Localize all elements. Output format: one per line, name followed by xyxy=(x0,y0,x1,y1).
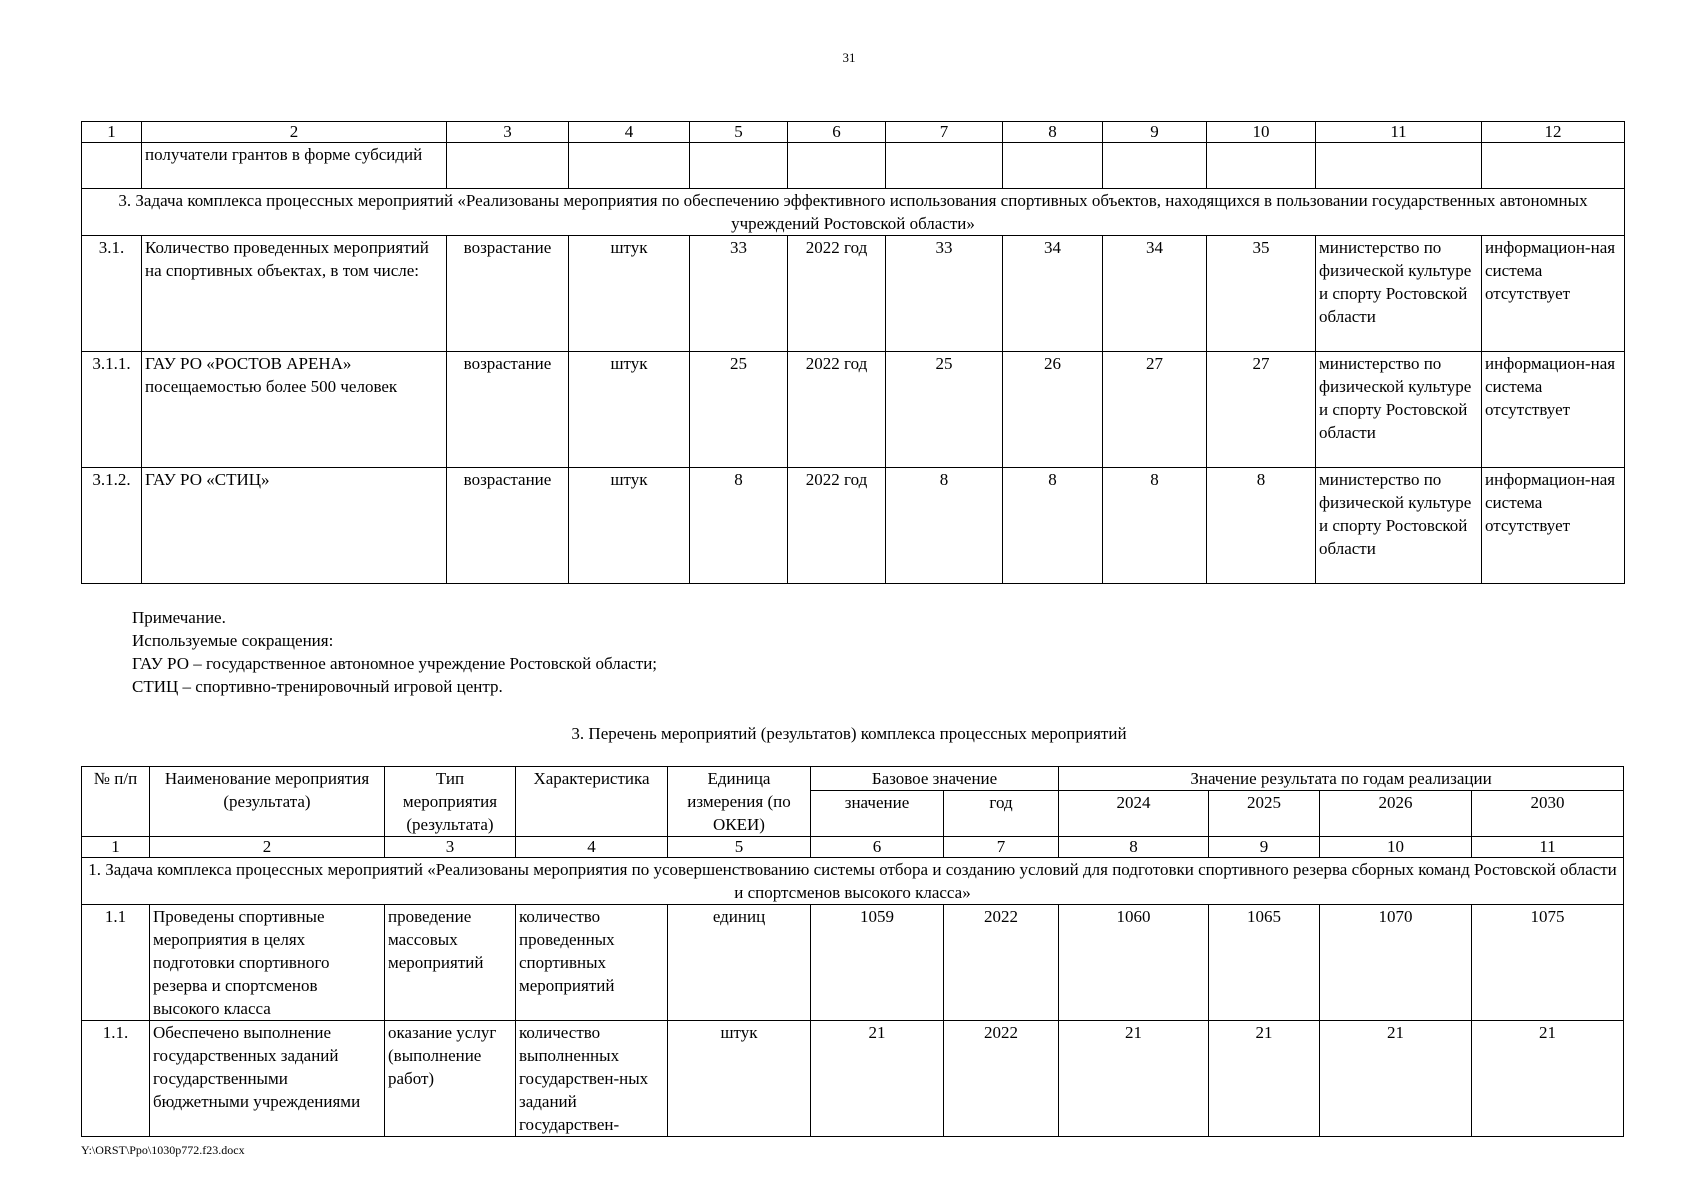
header-base-year: год xyxy=(944,791,1059,837)
base-value: 1059 xyxy=(811,905,944,1021)
header-year: 2025 xyxy=(1209,791,1320,837)
trend: возрастание xyxy=(447,468,569,584)
row-number: 3.1.1. xyxy=(82,352,142,468)
year-value: 21 xyxy=(1059,1021,1209,1137)
year-value: 8 xyxy=(1207,468,1316,584)
year-value: 8 xyxy=(1003,468,1103,584)
section-row xyxy=(82,858,1624,905)
indicator-name: Количество проведенных мероприятий на спортивных объектах, в том числе: xyxy=(142,236,447,352)
note-title: Примечание. xyxy=(132,608,226,627)
trend: возрастание xyxy=(447,352,569,468)
base-year: 2022 xyxy=(944,905,1059,1021)
year-value: 21 xyxy=(1320,1021,1472,1137)
empty-cell xyxy=(1207,143,1316,189)
year-value: 8 xyxy=(1103,468,1207,584)
info-system: информацион-ная система отсутствует xyxy=(1482,236,1625,352)
col-number: 9 xyxy=(1103,122,1207,143)
section-row xyxy=(82,189,1625,236)
col-number: 1 xyxy=(82,122,142,143)
empty-cell xyxy=(1482,143,1625,189)
measure-type: оказание услуг (выполнение работ) xyxy=(385,1021,516,1137)
empty-cell xyxy=(569,143,690,189)
year-value: 27 xyxy=(1207,352,1316,468)
empty-cell xyxy=(447,143,569,189)
note-block xyxy=(132,606,657,698)
empty-cell xyxy=(788,143,886,189)
responsible: министерство по физической культуре и спорту Ростовской области xyxy=(1316,468,1482,584)
year-value: 21 xyxy=(1472,1021,1624,1137)
header-row xyxy=(82,767,1624,791)
section-heading: 3. Перечень мероприятий (результатов) комплекса процессных мероприятий xyxy=(571,724,1127,743)
table-row xyxy=(82,1021,1624,1137)
year-value: 1060 xyxy=(1059,905,1209,1021)
table-row xyxy=(82,352,1625,468)
year-value: 34 xyxy=(1003,236,1103,352)
table-row xyxy=(82,905,1624,1021)
measure-name: Проведены спортивные мероприятия в целях подготовки спортивного резерва и спортсменов высокого класса xyxy=(150,905,385,1021)
indicator-name: ГАУ РО «СТИЦ» xyxy=(142,468,447,584)
responsible: министерство по физической культуре и спорту Ростовской области xyxy=(1316,236,1482,352)
info-system: информацион-ная система отсутствует xyxy=(1482,468,1625,584)
empty-cell xyxy=(886,143,1003,189)
year-value: 1065 xyxy=(1209,905,1320,1021)
col-number: 8 xyxy=(1059,837,1209,858)
indicator-name: получатели грантов в форме субсидий xyxy=(142,143,447,189)
col-number: 12 xyxy=(1482,122,1625,143)
row-number: 1.1 xyxy=(82,905,150,1021)
base-year: 2022 год xyxy=(788,352,886,468)
column-number-row xyxy=(82,837,1624,858)
col-number: 6 xyxy=(788,122,886,143)
measure-name: Обеспечено выполнение государственных заданий государственными бюджетными учреждениями xyxy=(150,1021,385,1137)
section-title: 1. Задача комплекса процессных мероприятий «Реализованы мероприятия по усовершенствованию системы отбора и созданию условий для подготовки спортивного резерва сборных команд Ростовской области и спортсменов высокого класса» xyxy=(82,858,1624,905)
year-value: 21 xyxy=(1209,1021,1320,1137)
col-number: 4 xyxy=(569,122,690,143)
col-number: 2 xyxy=(150,837,385,858)
col-number: 5 xyxy=(668,837,811,858)
section-title: 3. Задача комплекса процессных мероприятий «Реализованы мероприятия по обеспечению эффективного использования спортивных объектов, находящихся в пользовании государственных автономных учреждений Ростовской области» xyxy=(82,189,1625,236)
col-number: 11 xyxy=(1472,837,1624,858)
base-value: 21 xyxy=(811,1021,944,1137)
empty-cell xyxy=(1103,143,1207,189)
col-number: 3 xyxy=(447,122,569,143)
year-value: 33 xyxy=(886,236,1003,352)
col-number: 9 xyxy=(1209,837,1320,858)
indicators-table xyxy=(81,121,1625,584)
base-value: 25 xyxy=(690,352,788,468)
row-number: 3.1.2. xyxy=(82,468,142,584)
year-value: 1075 xyxy=(1472,905,1624,1021)
trend: возрастание xyxy=(447,236,569,352)
measure-characteristic: количество проведенных спортивных мероприятий xyxy=(516,905,668,1021)
col-number: 10 xyxy=(1320,837,1472,858)
table-row xyxy=(82,143,1625,189)
table-row xyxy=(82,468,1625,584)
info-system: информацион-ная система отсутствует xyxy=(1482,352,1625,468)
header-name: Наименование мероприятия (результата) xyxy=(150,767,385,837)
unit: единиц xyxy=(668,905,811,1021)
header-type: Тип мероприятия (результата) xyxy=(385,767,516,837)
col-number: 8 xyxy=(1003,122,1103,143)
base-year: 2022 год xyxy=(788,468,886,584)
year-value: 27 xyxy=(1103,352,1207,468)
base-year: 2022 год xyxy=(788,236,886,352)
year-value: 26 xyxy=(1003,352,1103,468)
header-year: 2024 xyxy=(1059,791,1209,837)
row-number: 3.1. xyxy=(82,236,142,352)
measures-table xyxy=(81,766,1624,1137)
col-number: 5 xyxy=(690,122,788,143)
header-base-group: Базовое значение xyxy=(811,767,1059,791)
unit: штук xyxy=(668,1021,811,1137)
unit: штук xyxy=(569,236,690,352)
col-number: 11 xyxy=(1316,122,1482,143)
col-number: 7 xyxy=(944,837,1059,858)
base-year: 2022 xyxy=(944,1021,1059,1137)
header-year: 2026 xyxy=(1320,791,1472,837)
header-characteristic: Характеристика xyxy=(516,767,668,837)
table-row xyxy=(82,236,1625,352)
page-number: 31 xyxy=(842,50,856,65)
header-years-group: Значение результата по годам реализации xyxy=(1059,767,1624,791)
row-number: 1.1. xyxy=(82,1021,150,1137)
measure-type: проведение массовых мероприятий xyxy=(385,905,516,1021)
header-num: № п/п xyxy=(82,767,150,837)
empty-cell xyxy=(1316,143,1482,189)
col-number: 3 xyxy=(385,837,516,858)
header-unit: Единица измерения (по ОКЕИ) xyxy=(668,767,811,837)
unit: штук xyxy=(569,468,690,584)
year-value: 1070 xyxy=(1320,905,1472,1021)
base-value: 33 xyxy=(690,236,788,352)
col-number: 4 xyxy=(516,837,668,858)
header-year: 2030 xyxy=(1472,791,1624,837)
year-value: 34 xyxy=(1103,236,1207,352)
col-number: 1 xyxy=(82,837,150,858)
note-abbrev-title: Используемые сокращения: xyxy=(132,631,334,650)
col-number: 10 xyxy=(1207,122,1316,143)
note-line: ГАУ РО – государственное автономное учреждение Ростовской области; xyxy=(132,654,658,673)
year-value: 25 xyxy=(886,352,1003,468)
col-number: 6 xyxy=(811,837,944,858)
note-line: СТИЦ – спортивно-тренировочный игровой центр. xyxy=(132,677,503,696)
column-number-row xyxy=(82,122,1625,143)
indicator-name: ГАУ РО «РОСТОВ АРЕНА» посещаемостью более 500 человек xyxy=(142,352,447,468)
year-value: 8 xyxy=(886,468,1003,584)
base-value: 8 xyxy=(690,468,788,584)
file-path-footer: Y:\ORST\Ppo\1030p772.f23.docx xyxy=(81,1143,245,1157)
col-number: 2 xyxy=(142,122,447,143)
empty-cell xyxy=(690,143,788,189)
year-value: 35 xyxy=(1207,236,1316,352)
col-number: 7 xyxy=(886,122,1003,143)
empty-cell xyxy=(1003,143,1103,189)
measure-characteristic: количество выполненных государствен-ных заданий государствен- xyxy=(516,1021,668,1137)
empty-cell xyxy=(82,143,142,189)
responsible: министерство по физической культуре и спорту Ростовской области xyxy=(1316,352,1482,468)
header-base-value: значение xyxy=(811,791,944,837)
unit: штук xyxy=(569,352,690,468)
